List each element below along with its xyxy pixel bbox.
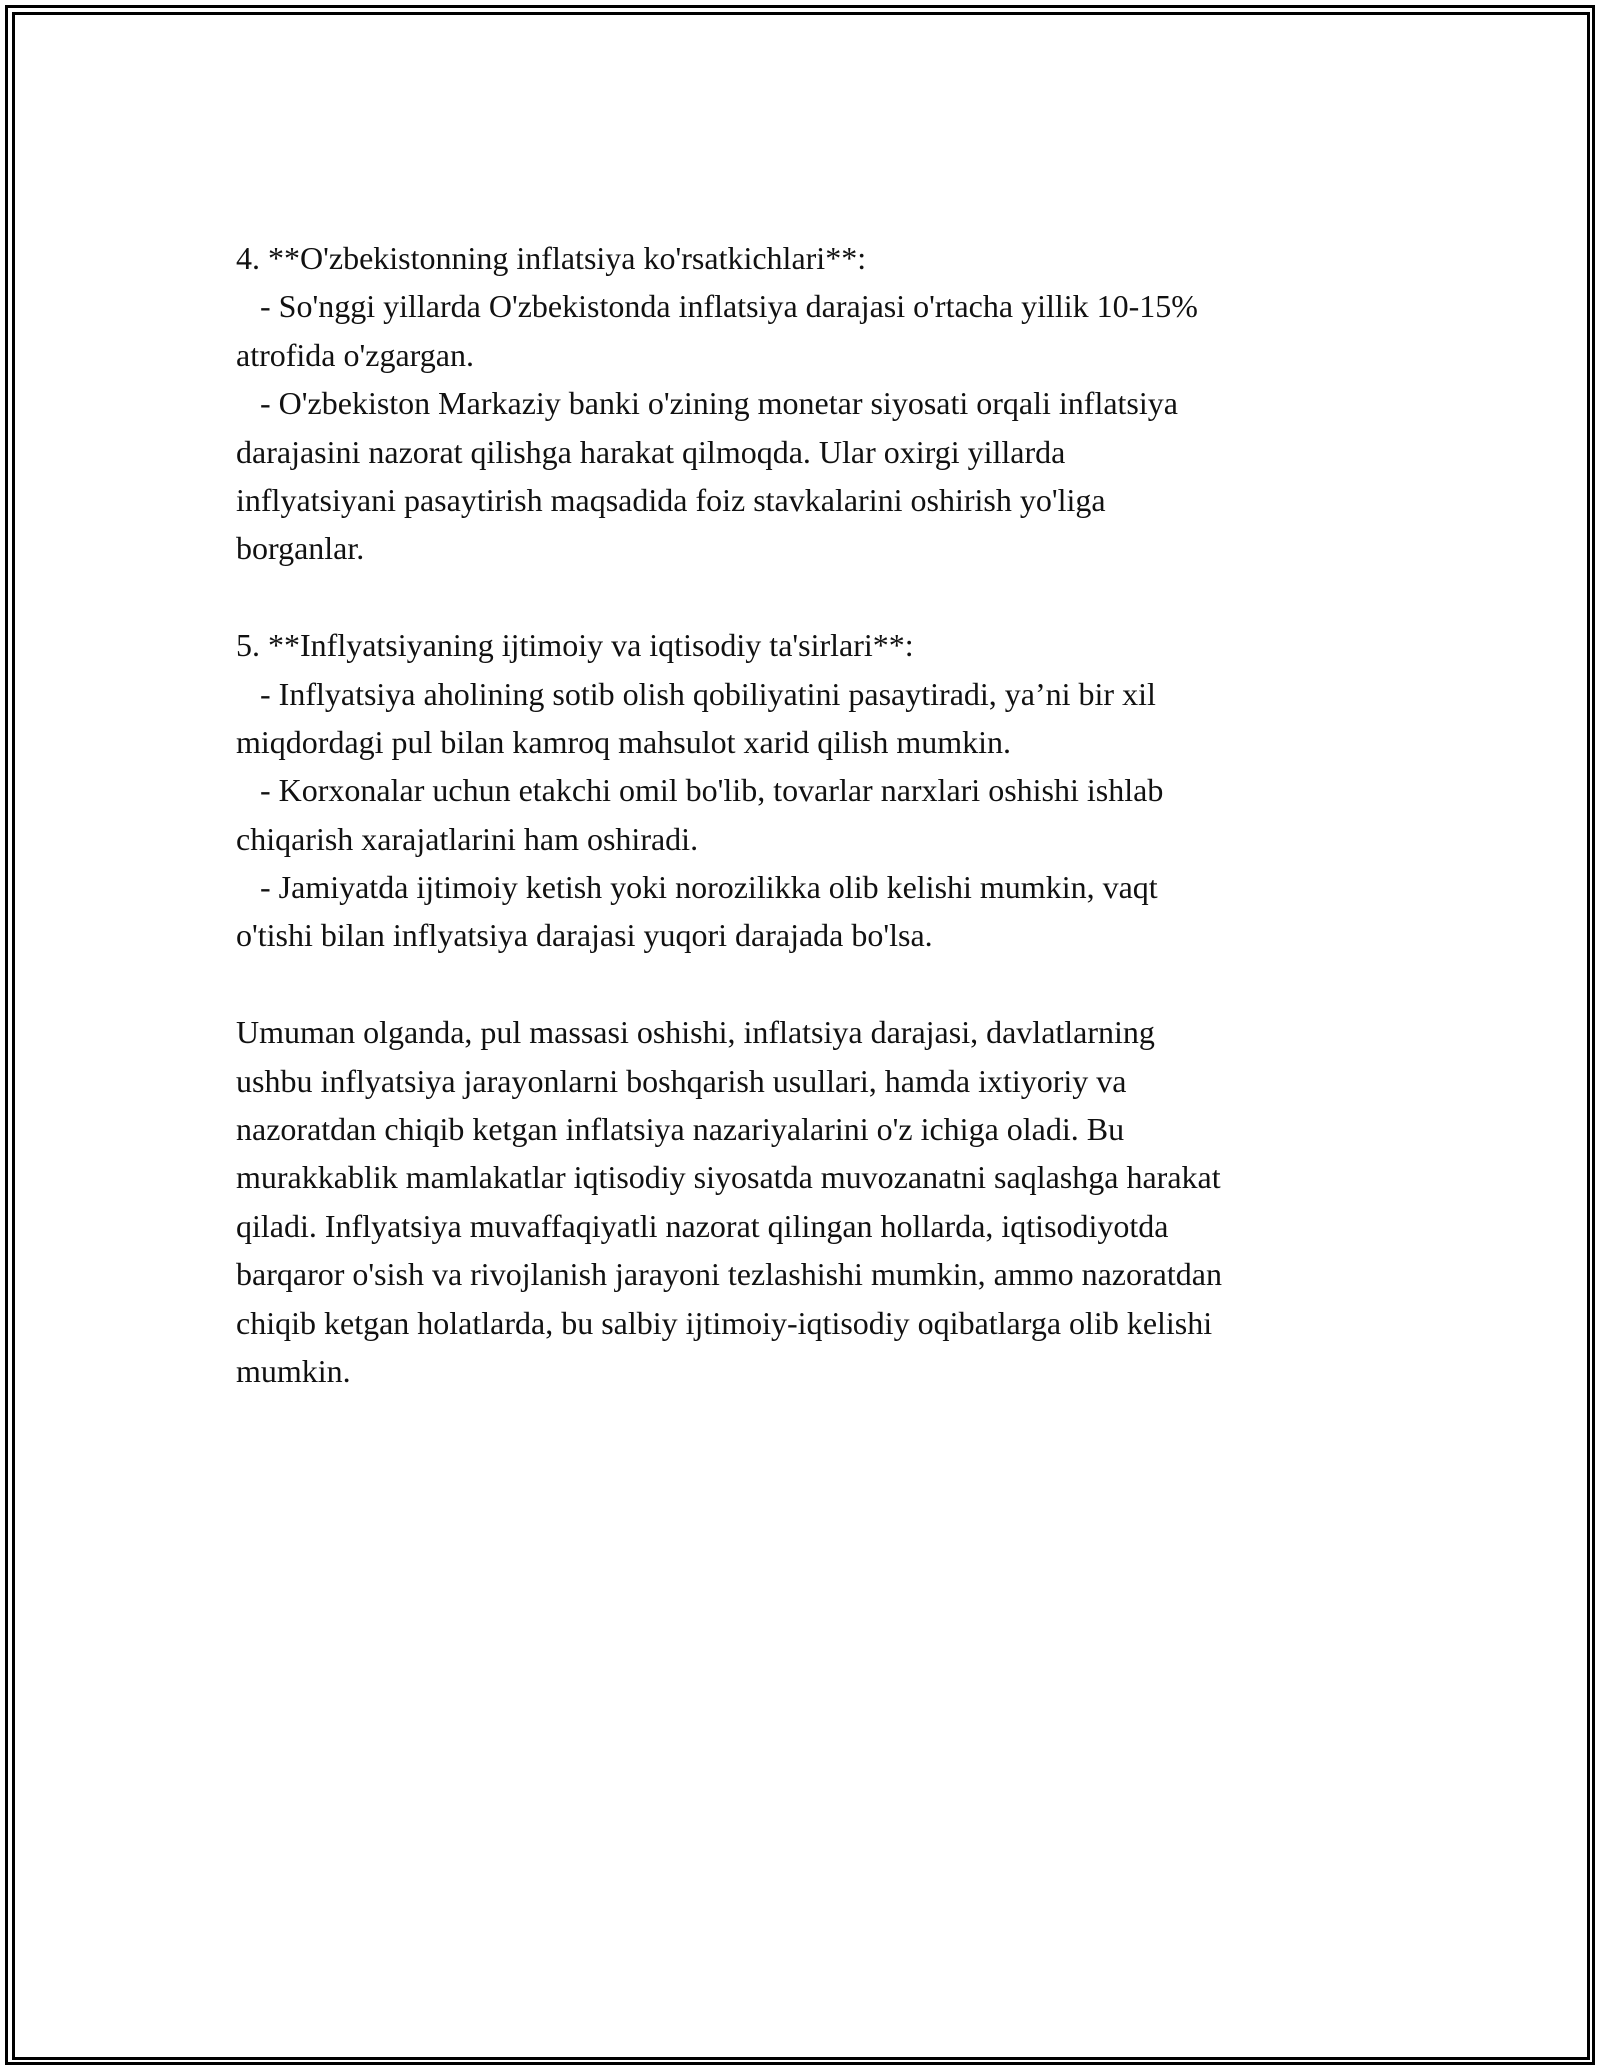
- section-5-line: miqdordagi pul bilan kamroq mahsulot xarid qilish mumkin.: [236, 723, 1012, 760]
- section-5-line: - Korxonalar uchun etakchi omil bo'lib, tovarlar narxlari oshishi ishlab: [236, 772, 1164, 809]
- section-4-line: - So'nggi yillarda O'zbekistonda inflatsiya darajasi o'rtacha yillik 10-15%: [236, 288, 1198, 325]
- section-5-line: chiqarish xarajatlarini ham oshiradi.: [236, 820, 699, 857]
- section-4-line: borganlar.: [236, 530, 365, 567]
- section-4-line: darajasini nazorat qilishga harakat qilmoqda. Ular oxirgi yillarda: [236, 433, 1066, 470]
- section-4: [236, 234, 1376, 573]
- section-4-heading: 4. **O'zbekistonning inflatsiya ko'rsatkichlari**:: [236, 240, 867, 276]
- conclusion-line: qiladi. Inflyatsiya muvaffaqiyatli nazorat qilingan hollarda, iqtisodiyotda: [236, 1207, 1169, 1244]
- section-5: [236, 621, 1376, 960]
- conclusion-line: barqaror o'sish va rivojlanish jarayoni tezlashishi mumkin, ammo nazoratdan: [236, 1256, 1222, 1293]
- section-5-line: - Jamiyatda ijtimoiy ketish yoki norozilikka olib kelishi mumkin, vaqt: [236, 869, 1158, 906]
- conclusion-paragraph: [236, 1008, 1376, 1395]
- conclusion-line: chiqib ketgan holatlarda, bu salbiy ijtimoiy-iqtisodiy oqibatlarga olib kelishi: [236, 1304, 1213, 1341]
- conclusion-line: Umuman olganda, pul massasi oshishi, inflatsiya darajasi, davlatlarning: [236, 1014, 1155, 1051]
- section-4-line: - O'zbekiston Markaziy banki o'zining monetar siyosati orqali inflatsiya: [236, 385, 1178, 422]
- conclusion-line: mumkin.: [236, 1352, 351, 1389]
- section-4-line: atrofida o'zgargan.: [236, 336, 474, 373]
- section-5-line: - Inflyatsiya aholining sotib olish qobiliyatini pasaytiradi, ya’ni bir xil: [236, 675, 1156, 712]
- section-4-line: inflyatsiyani pasaytirish maqsadida foiz stavkalarini oshirish yo'liga: [236, 481, 1106, 518]
- section-5-line: o'tishi bilan inflyatsiya darajasi yuqori darajada bo'lsa.: [236, 917, 933, 954]
- conclusion-line: nazoratdan chiqib ketgan inflatsiya nazariyalarini o'z ichiga oladi. Bu: [236, 1111, 1125, 1148]
- document-body: [236, 234, 1376, 1444]
- conclusion-line: ushbu inflyatsiya jarayonlarni boshqarish usullari, hamda ixtiyoriy va: [236, 1062, 1127, 1099]
- section-5-heading: 5. **Inflyatsiyaning ijtimoiy va iqtisodiy ta'sirlari**:: [236, 627, 914, 664]
- conclusion-line: murakkablik mamlakatlar iqtisodiy siyosatda muvozanatni saqlashga harakat: [236, 1159, 1221, 1196]
